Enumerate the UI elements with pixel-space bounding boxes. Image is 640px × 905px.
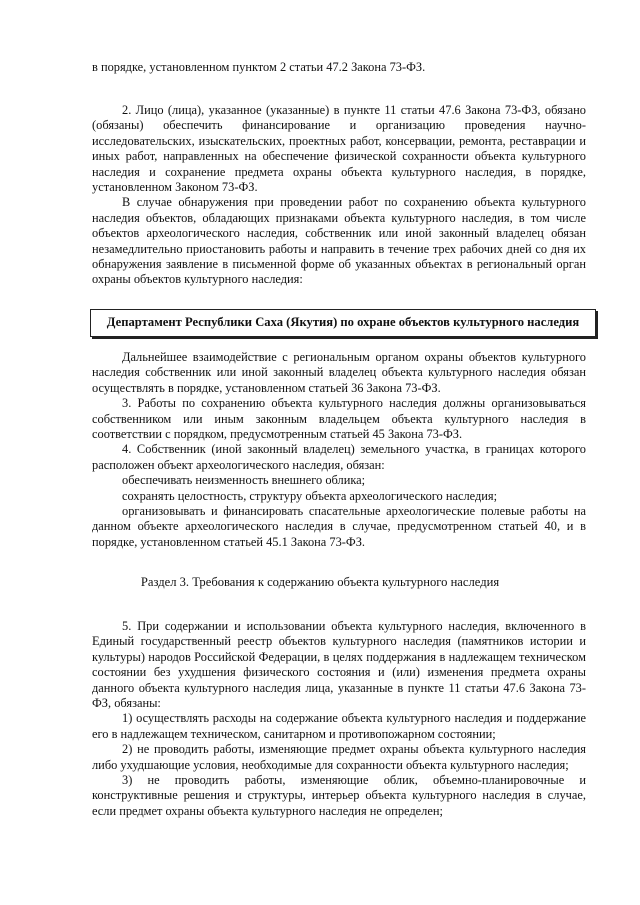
- department-box: [90, 309, 596, 337]
- paragraph-clause-4: 4. Собственник (иной законный владелец) земельного участка, в границах которого расположен объект археологического наследия, обязан:: [92, 442, 586, 472]
- paragraph-clause-5: 5. При содержании и использовании объекта культурного наследия, включенного в Единый государственный реестр объектов культурного наследия (памятников истории и культуры) народов Российской Федерации, в целях поддержания в надлежащем техническом состоянии без ухудшения физического состояния и (или) изменения предмета охраны данного объекта культурного наследия лица, указанные в пункте 11 статьи 47.6 Закона 73-ФЗ, обязаны:: [92, 619, 586, 711]
- paragraph-interaction: Дальнейшее взаимодействие с региональным органом охраны объектов культурного наследия собственник или иной законный владелец объекта культурного наследия обязан осуществлять в порядке, установленном статьей 36 Закона 73-ФЗ.: [92, 350, 586, 395]
- list-item-5-2: 2) не проводить работы, изменяющие предмет охраны объекта культурного наследия либо ухудшающие условия, необходимые для сохранности объекта культурного наследия;: [92, 742, 586, 772]
- paragraph-discovery: В случае обнаружения при проведении работ по сохранению объекта культурного наследия объектов, обладающих признаками объекта культурного наследия, в том числе объектов археологического наследия, собственник или иной законный владелец обязан незамедлительно приостановить работы и направить в течение трех рабочих дней со дня их обнаружения заявление в письменной форме об указанных объектах в региональный орган охраны объектов культурного наследия:: [92, 195, 586, 287]
- paragraph-continuation: в порядке, установленном пунктом 2 статьи 47.2 Закона 73-ФЗ.: [92, 60, 426, 74]
- paragraph-clause-3: 3. Работы по сохранению объекта культурного наследия должны организовываться собственником или иным законным владельцем объекта культурного наследия в соответствии с порядком, предусмотренным статьей 45 Закона 73-ФЗ.: [92, 396, 586, 442]
- text-block-clause-2: [92, 103, 586, 288]
- list-item-4c: организовывать и финансировать спасательные археологические полевые работы на данном объекте археологического наследия в случае, предусмотренном статьей 40, и в порядке, установленном статьей 45.1 Закона 73-ФЗ.: [92, 504, 586, 549]
- list-item-5-3: 3) не проводить работы, изменяющие облик, объемно-планировочные и конструктивные решения и структуры, интерьер объекта культурного наследия в случае, если предмет охраны объекта культурного наследия не определен;: [92, 773, 586, 818]
- section-heading: Раздел 3. Требования к содержанию объекта культурного наследия: [140, 575, 500, 589]
- department-name: Департамент Республики Саха (Якутия) по охране объектов культурного наследия: [106, 315, 580, 330]
- list-item-4b: сохранять целостность, структуру объекта археологического наследия;: [122, 488, 498, 503]
- list-item-5-1: 1) осуществлять расходы на содержание объекта культурного наследия и поддержание его в надлежащем техническом, санитарном и противопожарном состоянии;: [92, 711, 586, 741]
- text-block-top: [92, 60, 586, 75]
- text-block-clause-5: [92, 619, 586, 819]
- list-item-4a: обеспечивать неизменность внешнего облика;: [122, 473, 366, 488]
- text-block-clauses-3-4: [92, 350, 586, 550]
- paragraph-clause-2: 2. Лицо (лица), указанное (указанные) в пункте 11 статьи 47.6 Закона 73-ФЗ, обязано (обязаны) обеспечить финансирование и организацию проведения научно-исследовательских, изыскательских, проектных работ, консервации, ремонта, реставрации и иных работ, направленных на обеспечение физической сохранности объекта культурного наследия и сохранение предмета охраны объекта культурного наследия, в порядке, установленном Законом 73-ФЗ.: [92, 103, 586, 195]
